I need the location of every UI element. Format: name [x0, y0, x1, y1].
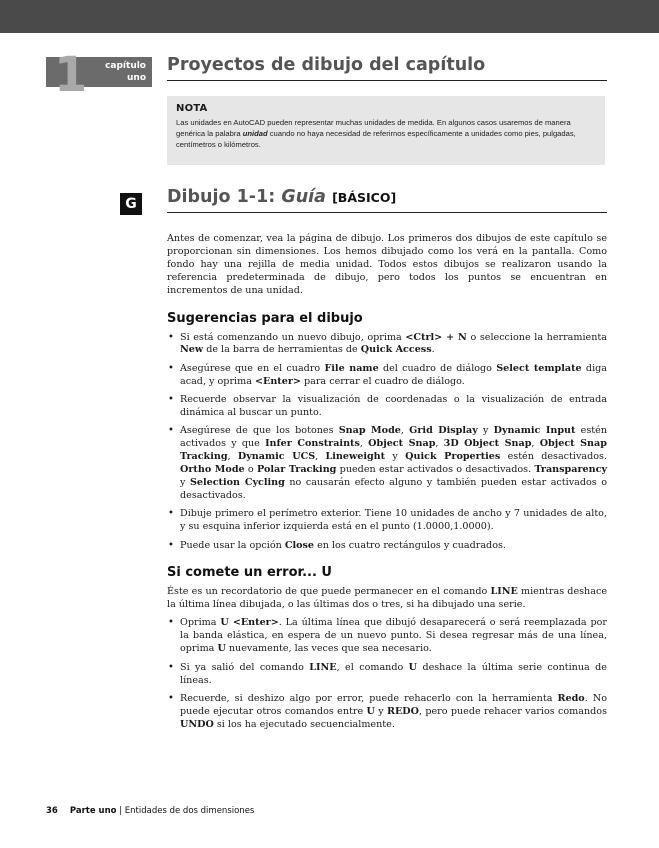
drawing-title [167, 187, 607, 213]
tips-heading: Sugerencias para el dibujo [167, 310, 363, 326]
drawing-title-prefix: Dibujo 1-1: [167, 187, 282, 207]
error-list [167, 617, 607, 731]
main-content [167, 233, 607, 737]
list-item: • Recuerde observar la visualización de coordenadas o la visualización de entrada dinámica al buscar un punto. [167, 394, 607, 420]
note-text-part: Las unidades en AutoCAD pueden representar muchas unidades de medida. En algunos casos usaremos de manera genérica la palabra [176, 118, 571, 138]
footer-section: Entidades de dos dimensiones [124, 806, 255, 816]
chapter-title: Proyectos de dibujo del capítulo [167, 55, 607, 81]
drawing-level: [BÁSICO] [332, 190, 397, 205]
note-title: NOTA [176, 103, 208, 114]
list-item: • Oprima U <Enter>. La última línea que dibujó desaparecerá o será reemplazada por la banda elástica, en espera de un nuevo punto. Si desea regresar más de una línea, oprima U nuevamente, las veces que sea necesario. [167, 617, 607, 656]
tips-list [167, 332, 607, 553]
list-item: • Si ya salió del comando LINE, el comando U deshace la última serie continua de líneas. [167, 662, 607, 688]
chapter-number: 1 [54, 47, 86, 103]
intro-paragraph: Antes de comenzar, vea la página de dibujo. Los primeros dos dibujos de este capítulo se proporcionan sin dimensiones. Los hemos dibujado como los verá en la pantalla. Como fondo hay una rejilla de media unidad. Todos estos dibujos se realizaron usando la referencia predeterminada de dibujo, pero todos los puntos se encuentran en incrementos de una unidad. [167, 233, 607, 296]
error-intro: Éste es un recordatorio de que puede permanecer en el comando LINE mientras deshace la última línea dibujada, o las últimas dos o tres, si ha dibujado una serie. [167, 585, 607, 610]
note-emphasis: unidad [242, 129, 268, 138]
list-item: • Puede usar la opción Close en los cuatro rectángulos y cuadrados. [167, 540, 607, 553]
note-text-part: cuando no haya necesidad de referirnos específicamente a unidades como pies, pulgadas, centímetros o kilómetros. [176, 129, 576, 149]
footer-separator: | [119, 806, 123, 816]
list-item: • Si está comenzando un nuevo dibujo, oprima <Ctrl> + N o seleccione la herramienta New de la barra de herramientas de Quick Access. [167, 332, 607, 358]
list-item: • Asegúrese que en el cuadro File name del cuadro de diálogo Select template diga acad, y oprima <Enter> para cerrar el cuadro de diálogo. [167, 363, 607, 389]
drawing-title-name: Guía [281, 187, 326, 207]
list-item: • Dibuje primero el perímetro exterior. Tiene 10 unidades de ancho y 7 unidades de alto, y su esquina inferior izquierda está en el punto (1.0000,1.0000). [167, 508, 607, 534]
error-heading: Si comete un error... U [167, 564, 332, 580]
page-footer [46, 806, 254, 816]
section-marker: G [120, 193, 142, 215]
list-item: • Recuerde, si deshizo algo por error, puede rehacerlo con la herramienta Redo. No puede ejecutar otros comandos entre U y REDO, pero puede rehacer varios comandos UNDO si los ha ejecutado secuencialmente. [167, 693, 607, 732]
chapter-badge [46, 47, 152, 103]
chapter-label-number: uno [127, 73, 146, 83]
note-box [167, 96, 605, 165]
list-item: • Asegúrese de que los botones Snap Mode, Grid Display y Dynamic Input estén activados y que Infer Constraints, Object Snap, 3D Object Snap, Object Snap Tracking, Dynamic UCS, Lineweight y Quick Properties estén desactivados. Ortho Mode o Polar Tracking pueden estar activados o desactivados. Transparency y Selection Cycling no causarán efecto alguno y también pueden estar activados o desactivados. [167, 425, 607, 502]
chapter-label: capítulo [105, 61, 146, 71]
top-header-bar [0, 0, 659, 33]
footer-part: Parte uno [69, 806, 117, 816]
page-number: 36 [46, 806, 58, 816]
note-text [176, 117, 596, 150]
